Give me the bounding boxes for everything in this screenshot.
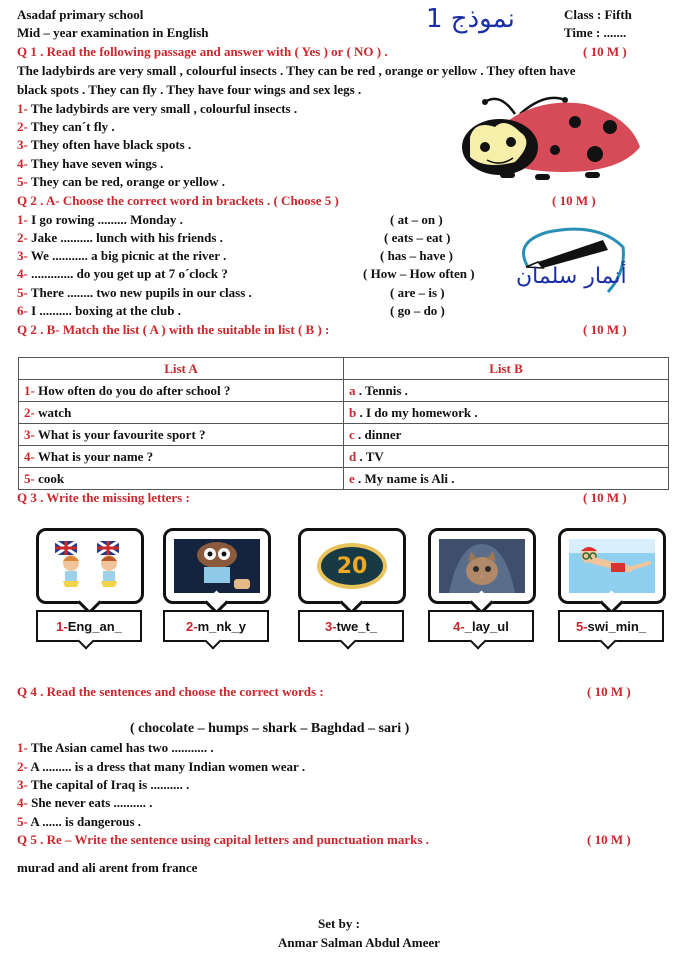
list-item: 3- The capital of Iraq is .......... .	[17, 777, 190, 792]
q5-marks: ( 10 M )	[587, 832, 631, 847]
options-text: ( go – do )	[390, 303, 445, 318]
q1-passage-line2: black spots . They can fly . They have four wings and sex legs .	[17, 82, 362, 97]
word-label: 3- twe_t_	[298, 610, 404, 642]
word-card-1	[36, 528, 142, 634]
pen-icon	[508, 222, 628, 304]
q4-marks: ( 10 M )	[587, 684, 631, 699]
q2a-title: Q 2 . A- Choose the correct word in brackets . ( Choose 5 )	[17, 193, 339, 208]
monkey-picture	[174, 539, 260, 593]
word-card-5	[558, 528, 664, 634]
kitten-picture	[439, 539, 525, 593]
word-card-3	[298, 528, 404, 634]
table-row	[19, 446, 669, 468]
time-label: Time : .......	[564, 25, 627, 40]
q2b-marks: ( 10 M )	[583, 322, 627, 337]
list-item: 6- I .......... boxing at the club .	[17, 303, 181, 318]
list-b-cell: c . dinner	[344, 424, 669, 446]
q5-title: Q 5 . Re – Write the sentence using capital letters and punctuation marks .	[17, 832, 429, 847]
word-card-2	[163, 528, 269, 634]
list-b-cell: b . I do my homework .	[344, 402, 669, 424]
list-a-cell: 5- cook	[19, 468, 344, 490]
options-text: ( at – on )	[390, 212, 443, 227]
table-header-row	[19, 358, 669, 380]
list-item: 4- They have seven wings .	[17, 156, 164, 171]
picture-bubble	[558, 528, 666, 604]
word-label: 1- Eng_an_	[36, 610, 142, 642]
list-b-cell: d . TV	[344, 446, 669, 468]
author-name: Anmar Salman Abdul Ameer	[278, 935, 440, 950]
signature-text: أنمار سلمان	[516, 264, 627, 289]
list-item: 4- She never eats .......... .	[17, 795, 153, 810]
list-item: 1- The ladybirds are very small , colourful insects .	[17, 101, 298, 116]
word-label: 4- _lay_ul	[428, 610, 534, 642]
picture-bubble	[163, 528, 271, 604]
q4-title: Q 4 . Read the sentences and choose the correct words :	[17, 684, 324, 699]
list-a-cell: 4- What is your name ?	[19, 446, 344, 468]
table-row	[19, 380, 669, 402]
number-20-picture	[309, 539, 395, 593]
list-item: 3- They often have black spots .	[17, 137, 192, 152]
options-text: ( eats – eat )	[384, 230, 451, 245]
matching-table	[18, 357, 669, 490]
exam-title: Mid – year examination in English	[17, 25, 209, 40]
uk-flag-girls-picture	[47, 539, 133, 593]
q1-title: Q 1 . Read the following passage and answer with ( Yes ) or ( NO ) .	[17, 44, 388, 59]
table-row	[19, 402, 669, 424]
picture-bubble	[298, 528, 406, 604]
number-badge: 20	[321, 547, 383, 585]
list-a-cell: 1- How often do you do after school ?	[19, 380, 344, 402]
q1-passage-line1: The ladybirds are very small , colourful insects . They can be red , orange or yellow . They often have	[17, 63, 576, 78]
list-item: 2- A ......... is a dress that many Indian women wear .	[17, 759, 306, 774]
picture-bubble	[36, 528, 144, 604]
word-card-4	[428, 528, 534, 634]
list-item: 1- The Asian camel has two ........... .	[17, 740, 214, 755]
list-item: 2- They can´t fly .	[17, 119, 115, 134]
picture-bubble	[428, 528, 536, 604]
options-text: ( How – How often )	[363, 266, 475, 281]
table-row	[19, 424, 669, 446]
list-b-cell: e . My name is Ali .	[344, 468, 669, 490]
list-item: 4- ............. do you get up at 7 o´clock ?	[17, 266, 228, 281]
model-title: نموذج 1	[426, 4, 515, 34]
list-a-cell: 2- watch	[19, 402, 344, 424]
q2b-title: Q 2 . B- Match the list ( A ) with the suitable in list ( B ) :	[17, 322, 330, 337]
pen-logo	[508, 222, 628, 304]
swimmer-picture	[569, 539, 655, 593]
ladybird-illustration	[445, 92, 645, 187]
class-label: Class : Fifth	[564, 7, 632, 22]
list-item: 3- We ........... a big picnic at the river .	[17, 248, 227, 263]
list-item: 5- There ........ two new pupils in our class .	[17, 285, 252, 300]
list-item: 5- They can be red, orange or yellow .	[17, 174, 226, 189]
list-item: 5- A ...... is dangerous .	[17, 814, 142, 829]
word-label: 2- m_nk_y	[163, 610, 269, 642]
options-text: ( has – have )	[380, 248, 453, 263]
q3-title: Q 3 . Write the missing letters :	[17, 490, 190, 505]
school-name: Asadaf primary school	[17, 7, 144, 22]
word-label: 5- swi_min_	[558, 610, 664, 642]
set-by-label: Set by :	[318, 916, 360, 931]
list-a-cell: 3- What is your favourite sport ?	[19, 424, 344, 446]
list-item: 1- I go rowing ......... Monday .	[17, 212, 183, 227]
header-list-a: List A	[19, 358, 344, 380]
q2a-marks: ( 10 M )	[552, 193, 596, 208]
list-item: 2- Jake .......... lunch with his friends .	[17, 230, 223, 245]
word-bank: ( chocolate – humps – shark – Baghdad – sari )	[130, 721, 410, 736]
options-text: ( are – is )	[390, 285, 445, 300]
table-row	[19, 468, 669, 490]
q1-marks: ( 10 M )	[583, 44, 627, 59]
q3-marks: ( 10 M )	[583, 490, 627, 505]
header-list-b: List B	[344, 358, 669, 380]
q5-sentence: murad and ali arent from france	[17, 860, 198, 875]
list-b-cell: a . Tennis .	[344, 380, 669, 402]
